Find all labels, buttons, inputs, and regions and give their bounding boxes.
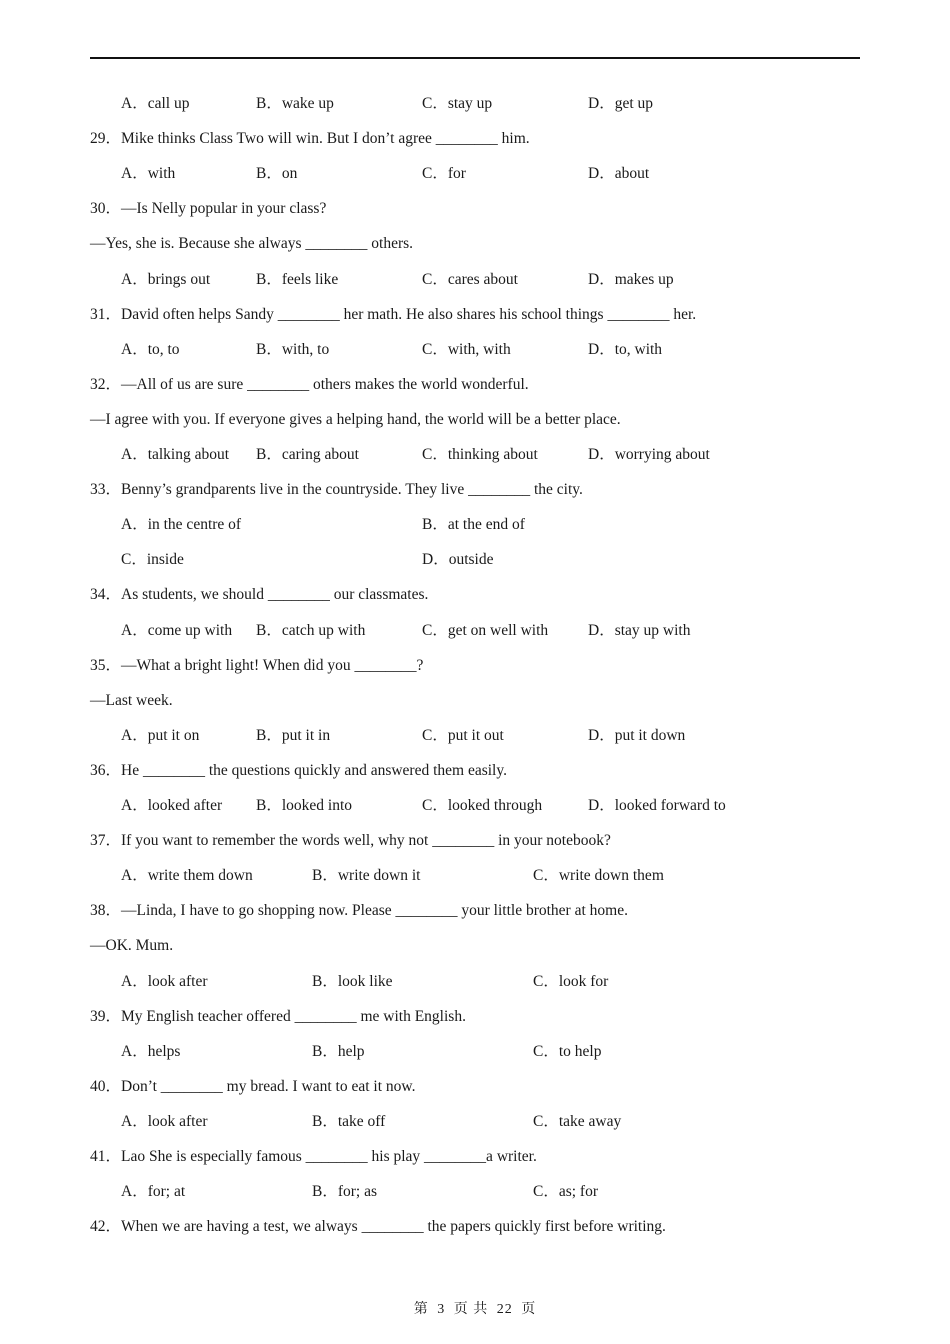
answer-option: B．looked into <box>256 797 353 814</box>
answer-option: A．come up with <box>121 622 233 639</box>
answer-option: B．caring about <box>256 446 359 463</box>
answer-option: B．feels like <box>256 271 339 288</box>
page-footer <box>0 1298 950 1318</box>
answer-option: B．write down it <box>312 867 421 884</box>
answer-option: C．put it out <box>422 727 504 744</box>
dialogue-line: —I agree with you. If everyone gives a helping hand, the world will be a better place. <box>90 411 621 428</box>
answer-option: C．for <box>422 165 466 182</box>
question-text: 39．My English teacher offered ________ me with English. <box>90 1008 466 1025</box>
footer-prefix: 第 <box>413 1302 429 1317</box>
question-text: 36．He ________ the questions quickly and answered them easily. <box>90 762 507 779</box>
answer-option: A．for; at <box>121 1183 186 1200</box>
question-text: 29．Mike thinks Class Two will win. But I don’t agree ________ him. <box>90 130 530 147</box>
question-text: 37．If you want to remember the words well, why not ________ in your notebook? <box>90 832 611 849</box>
answer-option: D．get up <box>588 95 654 112</box>
question-text: 40．Don’t ________ my bread. I want to eat it now. <box>90 1078 416 1095</box>
footer-mid: 页 共 <box>453 1302 489 1317</box>
question-text: 33．Benny’s grandparents live in the countryside. They live ________ the city. <box>90 481 583 498</box>
answer-option: D．outside <box>422 551 494 568</box>
question-text: 32．—All of us are sure ________ others makes the world wonderful. <box>90 376 529 393</box>
answer-option: A．put it on <box>121 727 200 744</box>
question-text: 34．As students, we should ________ our classmates. <box>90 586 429 603</box>
answer-option: D．worrying about <box>588 446 710 463</box>
footer-suffix: 页 <box>521 1302 537 1317</box>
dialogue-line: —OK. Mum. <box>90 937 174 954</box>
answer-option: C．with, with <box>422 341 511 358</box>
answer-option: C．write down them <box>533 867 664 884</box>
question-text: 30．—Is Nelly popular in your class? <box>90 200 327 217</box>
answer-option: C．looked through <box>422 797 543 814</box>
question-text: 42．When we are having a test, we always ________ the papers quickly first before writing. <box>90 1218 666 1235</box>
question-text: 38．—Linda, I have to go shopping now. Please ________ your little brother at home. <box>90 902 628 919</box>
question-text: 35．—What a bright light! When did you ________? <box>90 657 424 674</box>
answer-option: B．wake up <box>256 95 334 112</box>
answer-option: D．put it down <box>588 727 686 744</box>
answer-option: C．stay up <box>422 95 493 112</box>
answer-option: A．call up <box>121 95 190 112</box>
answer-option: B．look like <box>312 973 393 990</box>
answer-option: B．for; as <box>312 1183 378 1200</box>
question-text: 41．Lao She is especially famous ________ his play ________a writer. <box>90 1148 537 1165</box>
answer-option: B．put it in <box>256 727 331 744</box>
answer-option: A．look after <box>121 973 208 990</box>
answer-option: B．on <box>256 165 298 182</box>
answer-option: C．get on well with <box>422 622 549 639</box>
answer-option: D．looked forward to <box>588 797 726 814</box>
answer-option: C．as; for <box>533 1183 599 1200</box>
footer-total-pages: 22 <box>496 1302 513 1317</box>
answer-option: D．stay up with <box>588 622 691 639</box>
answer-option: A．in the centre of <box>121 516 242 533</box>
dialogue-line: —Last week. <box>90 692 173 709</box>
answer-option: B．at the end of <box>422 516 525 533</box>
answer-option: C．cares about <box>422 271 518 288</box>
answer-option: A．write them down <box>121 867 253 884</box>
answer-option: D．about <box>588 165 650 182</box>
answer-option: A．helps <box>121 1043 181 1060</box>
answer-option: B．catch up with <box>256 622 366 639</box>
question-text: 31．David often helps Sandy ________ her math. He also shares his school things ________ her. <box>90 306 697 323</box>
dialogue-line: —Yes, she is. Because she always ________ others. <box>90 235 414 252</box>
answer-option: C．inside <box>121 551 184 568</box>
answer-option: A．to, to <box>121 341 180 358</box>
answer-option: C．thinking about <box>422 446 538 463</box>
answer-option: B．help <box>312 1043 365 1060</box>
answer-option: C．look for <box>533 973 609 990</box>
answer-option: C．take away <box>533 1113 622 1130</box>
answer-option: A．talking about <box>121 446 230 463</box>
answer-option: A．look after <box>121 1113 208 1130</box>
answer-option: A．brings out <box>121 271 211 288</box>
answer-option: B．with, to <box>256 341 330 358</box>
header-rule <box>90 57 860 59</box>
answer-option: D．makes up <box>588 271 674 288</box>
answer-option: D．to, with <box>588 341 663 358</box>
answer-option: C．to help <box>533 1043 602 1060</box>
answer-option: A．looked after <box>121 797 223 814</box>
footer-page-number: 3 <box>437 1302 446 1317</box>
answer-option: B．take off <box>312 1113 386 1130</box>
answer-option: A．with <box>121 165 176 182</box>
